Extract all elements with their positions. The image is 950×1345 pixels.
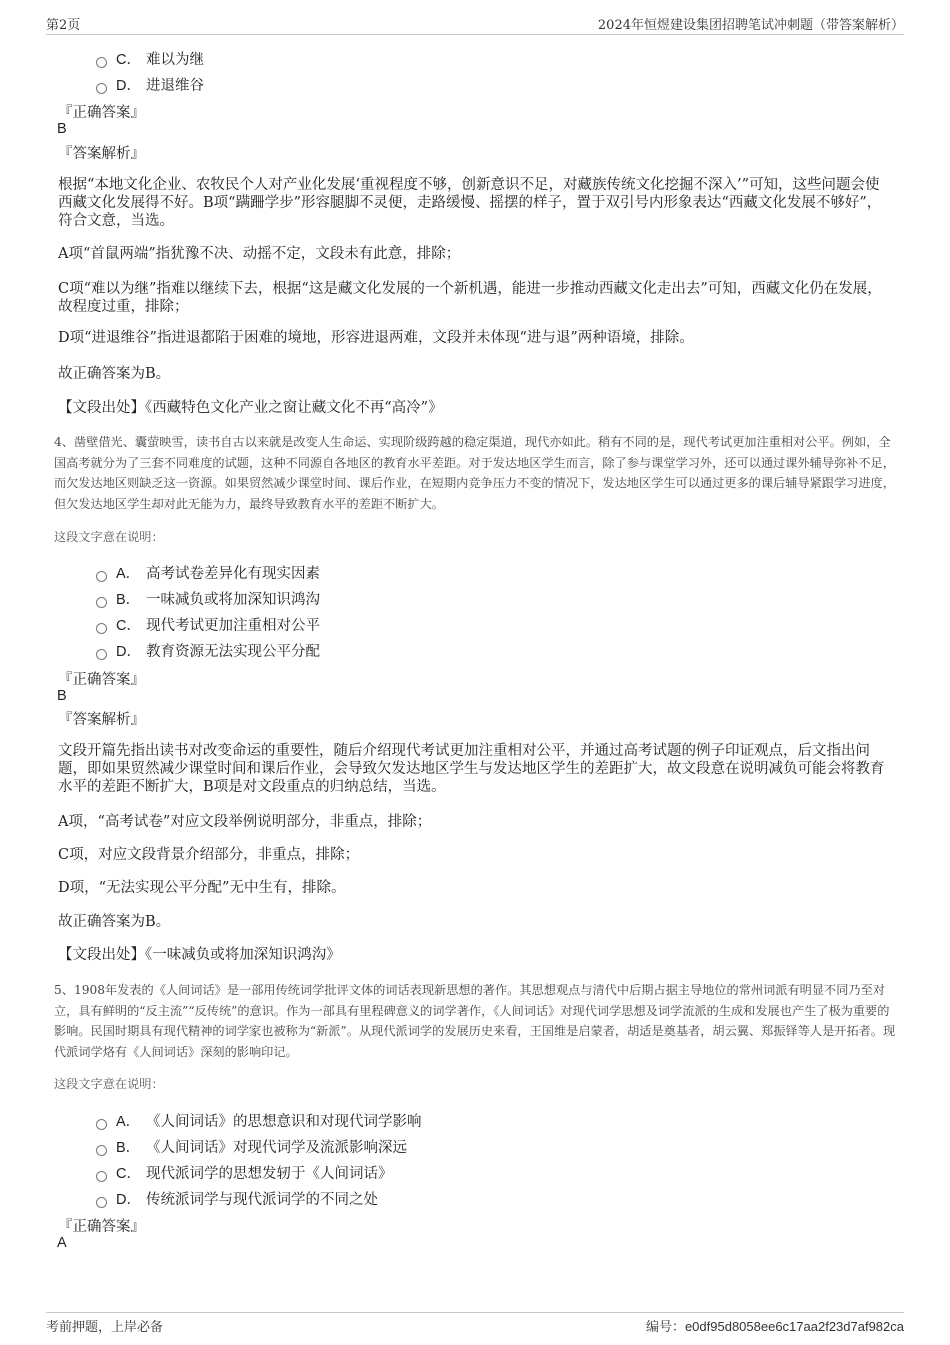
q4-analysis-p5: 故正确答案为B。 (58, 914, 171, 930)
page-footer (46, 1312, 904, 1335)
radio-icon[interactable] (96, 1197, 107, 1208)
q3-analysis-p2: A项“首鼠两端”指犹豫不决、动摇不定，文段未有此意，排除； (58, 246, 461, 262)
q3-answer-label: 『正确答案』 (58, 105, 145, 121)
radio-icon[interactable] (96, 83, 107, 94)
q3-analysis-p4: D项“进退维谷”指进退都陷于困难的境地，形容进退两难，文段并未体现“进与退”两种语境，排除。 (58, 330, 694, 346)
page-header (46, 14, 904, 35)
radio-icon[interactable] (96, 571, 107, 582)
radio-icon[interactable] (96, 57, 107, 68)
radio-icon[interactable] (96, 1171, 107, 1182)
q4-option-d[interactable]: D． 教育资源无法实现公平分配 (96, 640, 320, 661)
q5-option-d[interactable]: D． 传统派词学与现代派词学的不同之处 (96, 1188, 378, 1209)
q3-answer: B (57, 121, 67, 137)
q5-answer: A (57, 1235, 67, 1251)
q4-answer-label: 『正确答案』 (58, 672, 145, 688)
q4-option-b[interactable]: B． 一味减负或将加深知识鸿沟 (96, 588, 320, 609)
footer-slogan: 考前押题，上岸必备 (46, 1320, 164, 1335)
q4-source: 【文段出处】《一味减负或将加深知识鸿沟》 (58, 947, 341, 963)
q4-option-a[interactable]: A． 高考试卷差异化有现实因素 (96, 562, 320, 583)
q4-question: 4、凿壁借光、囊萤映雪，读书自古以来就是改变人生命运、实现阶级跨越的稳定渠道，现代亦如此。稍有不同的是，现代考试更加注重相对公平。例如，全国高考就分为了三套不同难度的试题，这种不同源自各地区的教育水平差距。对于发达地区学生而言，除了参与课堂学习外，还可以通过课外辅导弥补不足，而欠发达地区则缺乏这一资源。如果贸然减少课堂时间、课后作业，在短期内竞争压力不变的情况下，发达地区学生可以通过更多的课后辅导紧跟学习进度，但欠发达地区学生却对此无能为力，最终导致教育水平的差距不断扩大。 (54, 435, 895, 511)
q5-prompt: 这段文字意在说明： (54, 1077, 164, 1091)
document-title: 2024年恒煜建设集团招聘笔试冲刺题（带答案解析） (597, 18, 904, 33)
page-number: 第2页 (46, 18, 81, 33)
radio-icon[interactable] (96, 1145, 107, 1156)
q4-analysis-p1: 文段开篇先指出读书对改变命运的重要性，随后介绍现代考试更加注重相对公平，并通过高考试题的例子印证观点，后文指出问题，即如果贸然减少课堂时间和课后作业，会导致欠发达地区学生与发达地区学生的差距扩大，故文段意在说明减负可能会将教育水平的差距不断扩大，B项是对文段重点的归纳总结，当选。 (58, 743, 885, 795)
radio-icon[interactable] (96, 649, 107, 660)
q5-question: 5、1908年发表的《人间词话》是一部用传统词学批评文体的词话表现新思想的著作。其思想观点与清代中后期占据主导地位的常州词派有明显不同乃至对立，具有鲜明的“反主流”“反传统”的意识。作为一部具有里程碑意义的词学著作，《人间词话》对现代词学思想及词学流派的生成和发展也产生了极为重要的影响。民国时期具有现代精神的词学家也被称为“新派”。从现代派词学的发展历史来看，王国维是启蒙者，胡适是奠基者，胡云翼、郑振铎等人是开拓者。现代派词学烙有《人间词话》深刻的影响印记。 (54, 983, 896, 1059)
radio-icon[interactable] (96, 623, 107, 634)
q4-answer: B (57, 688, 67, 704)
q3-option-c[interactable]: C． 难以为继 (96, 48, 204, 69)
q3-source: 【文段出处】《西藏特色文化产业之窗让藏文化不再“高冷”》 (58, 400, 443, 416)
radio-icon[interactable] (96, 597, 107, 608)
document-id: 编号：e0df95d8058ee6c17aa2f23d7af982ca (645, 1319, 904, 1334)
q3-option-d[interactable]: D． 进退维谷 (96, 74, 204, 95)
q5-option-b[interactable]: B． 《人间词话》对现代词学及流派影响深远 (96, 1136, 407, 1157)
q4-analysis-label: 『答案解析』 (58, 712, 145, 728)
q4-analysis-p4: D项，“无法实现公平分配”无中生有，排除。 (58, 880, 346, 896)
q3-analysis-p3: C项“难以为继”指难以继续下去，根据“这是藏文化发展的一个新机遇，能进一步推动西藏文化走出去”可知，西藏文化仍在发展，故程度过重，排除； (58, 281, 882, 315)
q5-answer-label: 『正确答案』 (58, 1219, 145, 1235)
q5-option-c[interactable]: C． 现代派词学的思想发轫于《人间词话》 (96, 1162, 393, 1183)
q3-analysis-label: 『答案解析』 (58, 146, 145, 162)
q4-option-c[interactable]: C． 现代考试更加注重相对公平 (96, 614, 320, 635)
q3-analysis-p5: 故正确答案为B。 (58, 366, 171, 382)
q4-analysis-p3: C项，对应文段背景介绍部分，非重点，排除； (58, 847, 360, 863)
q3-analysis-p1: 根据“本地文化企业、农牧民个人对产业化发展‘重视程度不够，创新意识不足，对藏族传统文化挖掘不深入’”可知，这些问题会使西藏文化发展得不好。B项“蹒跚学步”形容腿脚不灵便，走路缓慢、摇摆的样子，置于双引号内形象表达“西藏文化发展不够好”，符合文意，当选。 (58, 177, 882, 229)
radio-icon[interactable] (96, 1119, 107, 1130)
q4-analysis-p2: A项，“高考试卷”对应文段举例说明部分，非重点，排除； (58, 814, 432, 830)
q5-option-a[interactable]: A． 《人间词话》的思想意识和对现代词学影响 (96, 1110, 422, 1131)
q4-prompt: 这段文字意在说明： (54, 530, 164, 544)
